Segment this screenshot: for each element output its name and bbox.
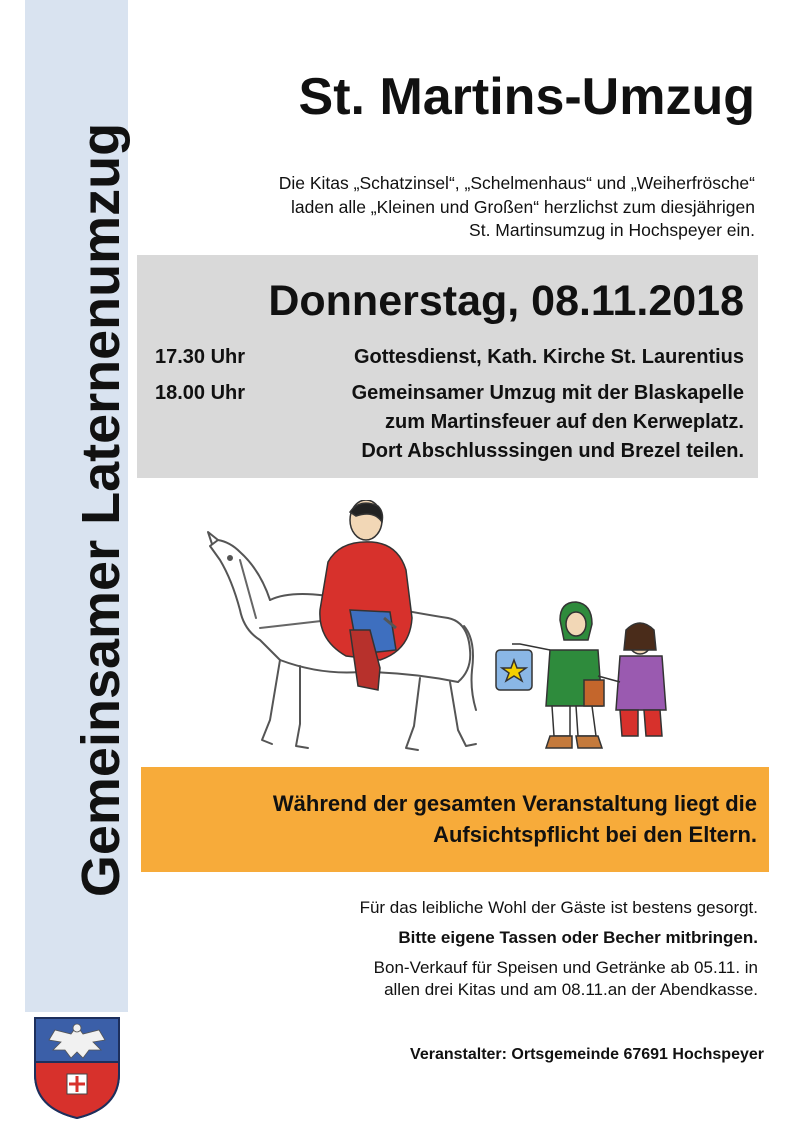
notice-line: Während der gesamten Veranstaltung liegt die — [272, 791, 757, 816]
intro-line: Die Kitas „Schatzinsel“, „Schelmenhaus“ und „Weiherfrösche“ — [278, 173, 755, 193]
food-info: Für das leibliche Wohl der Gäste ist bestens gesorgt. — [359, 898, 758, 917]
page-title: St. Martins-Umzug — [298, 68, 755, 126]
info-footer — [260, 897, 758, 1001]
sale-info: allen drei Kitas und am 08.11.an der Abendkasse. — [384, 980, 758, 999]
sale-info: Bon-Verkauf für Speisen und Getränke ab 05.11. in — [373, 958, 758, 977]
schedule-item — [155, 343, 744, 372]
intro-line: laden alle „Kleinen und Großen“ herzlichst zum diesjährigen — [291, 196, 755, 217]
intro-line: St. Martinsumzug in Hochspeyer ein. — [469, 220, 755, 240]
schedule-desc: Gemeinsamer Umzug mit der Blaskapelle — [351, 382, 744, 404]
cups-info: Bitte eigene Tassen oder Becher mitbringen. — [398, 928, 758, 947]
event-date: Donnerstag, 08.11.2018 — [268, 277, 744, 325]
schedule-desc: Gottesdienst, Kath. Kirche St. Laurentius — [353, 346, 744, 368]
intro-text — [150, 172, 755, 243]
schedule-time: 17.30 Uhr — [155, 346, 246, 368]
schedule-time: 18.00 Uhr — [155, 382, 246, 404]
st-martin-rider-illustration — [200, 500, 680, 770]
organizer: Veranstalter: Ortsgemeinde 67691 Hochspeyer — [410, 1046, 764, 1063]
sidebar-title: Gemeinsamer Laternenumzug — [71, 122, 131, 898]
schedule-desc: Dort Abschlusssingen und Brezel teilen. — [361, 440, 744, 462]
schedule-item — [155, 379, 744, 466]
notice-line: Aufsichtspflicht bei den Eltern. — [433, 822, 757, 847]
sidebar-band — [25, 0, 131, 1012]
event-details-box — [137, 255, 758, 478]
schedule-desc: zum Martinsfeuer auf den Kerweplatz. — [385, 411, 744, 433]
supervision-notice — [141, 767, 769, 872]
hochspeyer-coat-of-arms-icon — [25, 1012, 128, 1123]
